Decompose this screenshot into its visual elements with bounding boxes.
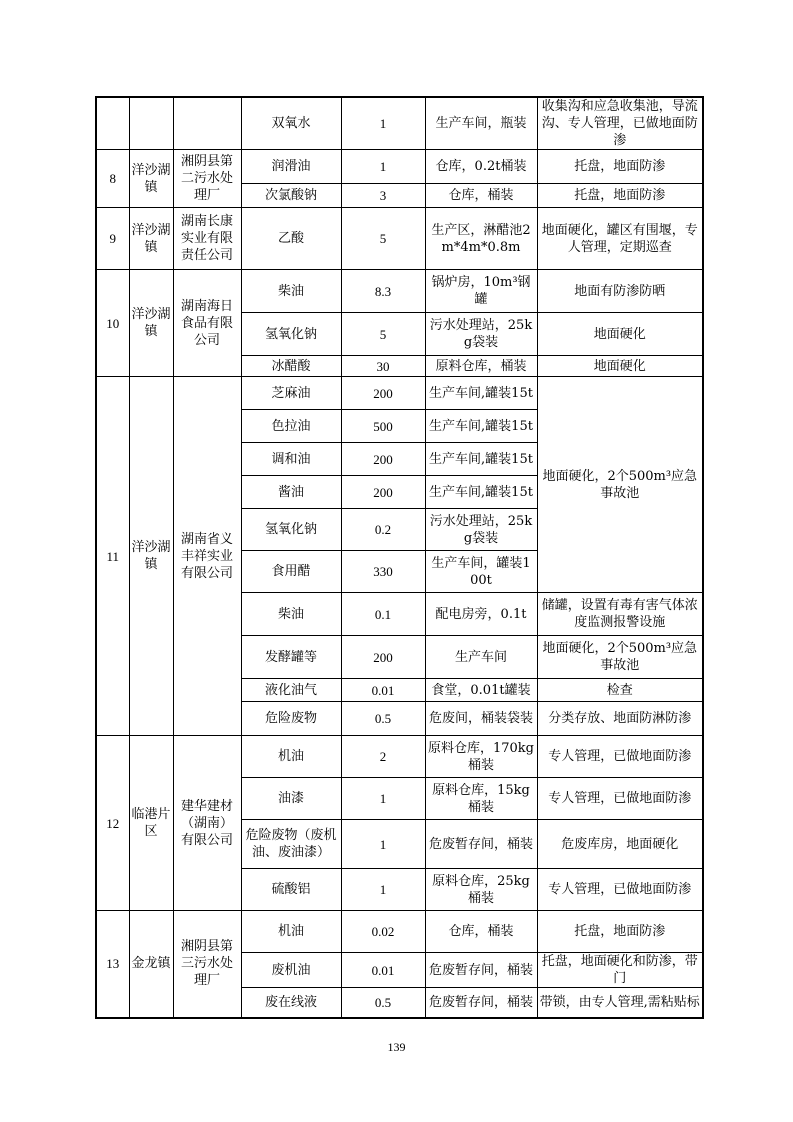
cell-town: 洋沙湖镇	[129, 150, 173, 208]
cell-location: 锅炉房，10m³钢罐	[425, 270, 537, 313]
cell-amount: 330	[341, 551, 425, 593]
table-row	[96, 736, 703, 778]
cell-measure: 专人管理，已做地面防渗	[537, 778, 703, 820]
cell-measure: 危废库房，地面硬化	[537, 820, 703, 869]
cell-location: 仓库，桶装	[425, 911, 537, 953]
cell-location: 生产车间,罐装15t	[425, 476, 537, 509]
cell-no: 9	[96, 208, 129, 270]
cell-location: 生产区，淋醋池2m*4m*0.8m	[425, 208, 537, 270]
cell-measure: 托盘，地面防渗	[537, 911, 703, 953]
cell-location: 仓库，桶装	[425, 184, 537, 208]
cell-measure: 地面硬化	[537, 313, 703, 356]
cell-company: 湖南长康实业有限责任公司	[173, 208, 241, 270]
cell-substance: 硫酸铝	[241, 869, 341, 911]
cell-company: 湖南海日食品有限公司	[173, 270, 241, 377]
cell-location: 生产车间,罐装15t	[425, 410, 537, 443]
cell-town	[129, 97, 173, 150]
cell-amount: 1	[341, 97, 425, 150]
cell-amount: 500	[341, 410, 425, 443]
cell-measure: 地面硬化，2个500m³应急事故池	[537, 636, 703, 679]
cell-no: 13	[96, 911, 129, 1018]
cell-no: 11	[96, 377, 129, 736]
cell-location: 原料仓库，桶装	[425, 356, 537, 377]
cell-substance: 冰醋酸	[241, 356, 341, 377]
table-row	[96, 97, 703, 150]
cell-amount: 0.01	[341, 953, 425, 988]
cell-measure: 专人管理，已做地面防渗	[537, 736, 703, 778]
cell-no	[96, 97, 129, 150]
page-number: 139	[387, 1040, 406, 1054]
cell-substance: 次氯酸钠	[241, 184, 341, 208]
cell-substance: 氢氧化钠	[241, 509, 341, 551]
cell-substance: 危险废物	[241, 702, 341, 736]
cell-amount: 2	[341, 736, 425, 778]
cell-company: 湘阴县第二污水处理厂	[173, 150, 241, 208]
cell-measure: 检查	[537, 679, 703, 702]
cell-measure: 托盘，地面硬化和防渗，带门	[537, 953, 703, 988]
cell-company: 湖南省义丰祥实业有限公司	[173, 377, 241, 736]
cell-substance: 油漆	[241, 778, 341, 820]
cell-company: 湘阴县第三污水处理厂	[173, 911, 241, 1018]
cell-location: 生产车间,罐装15t	[425, 443, 537, 476]
cell-location: 食堂，0.01t罐装	[425, 679, 537, 702]
cell-location: 危废暂存间，桶装	[425, 953, 537, 988]
cell-amount: 30	[341, 356, 425, 377]
cell-amount: 200	[341, 476, 425, 509]
cell-substance: 废机油	[241, 953, 341, 988]
cell-substance: 润滑油	[241, 150, 341, 184]
hazardous-substance-table	[95, 96, 704, 1019]
cell-location: 生产车间，瓶装	[425, 97, 537, 150]
cell-substance: 液化油气	[241, 679, 341, 702]
cell-amount: 0.2	[341, 509, 425, 551]
cell-location: 污水处理站，25kg袋装	[425, 509, 537, 551]
cell-location: 原料仓库，15kg桶装	[425, 778, 537, 820]
cell-amount: 0.5	[341, 702, 425, 736]
cell-amount: 0.02	[341, 911, 425, 953]
cell-substance: 机油	[241, 911, 341, 953]
cell-measure: 地面硬化，罐区有围堰，专人管理，定期巡查	[537, 208, 703, 270]
cell-measure: 分类存放、地面防淋防渗	[537, 702, 703, 736]
cell-substance: 芝麻油	[241, 377, 341, 410]
cell-no: 12	[96, 736, 129, 911]
cell-town: 洋沙湖镇	[129, 377, 173, 736]
cell-town: 洋沙湖镇	[129, 208, 173, 270]
cell-amount: 5	[341, 313, 425, 356]
cell-substance: 调和油	[241, 443, 341, 476]
cell-substance: 机油	[241, 736, 341, 778]
cell-town: 洋沙湖镇	[129, 270, 173, 377]
cell-amount: 0.1	[341, 593, 425, 636]
cell-amount: 0.5	[341, 988, 425, 1018]
cell-substance: 柴油	[241, 270, 341, 313]
table-row	[96, 150, 703, 184]
cell-amount: 3	[341, 184, 425, 208]
cell-location: 原料仓库，25kg桶装	[425, 869, 537, 911]
cell-location: 生产车间，罐装100t	[425, 551, 537, 593]
cell-location: 原料仓库，170kg桶装	[425, 736, 537, 778]
cell-company: 建华建材（湖南）有限公司	[173, 736, 241, 911]
cell-measure: 地面有防渗防晒	[537, 270, 703, 313]
cell-company	[173, 97, 241, 150]
table-row	[96, 911, 703, 953]
cell-town: 金龙镇	[129, 911, 173, 1018]
cell-amount: 1	[341, 778, 425, 820]
cell-substance: 酱油	[241, 476, 341, 509]
cell-location: 仓库，0.2t桶装	[425, 150, 537, 184]
cell-substance: 食用醋	[241, 551, 341, 593]
cell-amount: 1	[341, 820, 425, 869]
table-row	[96, 270, 703, 313]
cell-amount: 5	[341, 208, 425, 270]
cell-measure: 带锁，由专人管理,需粘贴标	[537, 988, 703, 1018]
cell-no: 8	[96, 150, 129, 208]
cell-measure: 托盘，地面防渗	[537, 184, 703, 208]
cell-substance: 氢氧化钠	[241, 313, 341, 356]
cell-amount: 0.01	[341, 679, 425, 702]
cell-measure: 地面硬化	[537, 356, 703, 377]
cell-substance: 发酵罐等	[241, 636, 341, 679]
cell-location: 危废间，桶装袋装	[425, 702, 537, 736]
cell-measure: 储罐，设置有毒有害气体浓度监测报警设施	[537, 593, 703, 636]
cell-no: 10	[96, 270, 129, 377]
cell-substance: 废在线液	[241, 988, 341, 1018]
cell-substance: 乙酸	[241, 208, 341, 270]
cell-location: 污水处理站，25kg袋装	[425, 313, 537, 356]
cell-substance: 双氧水	[241, 97, 341, 150]
cell-measure: 收集沟和应急收集池，导流沟、专人管理，已做地面防渗	[537, 97, 703, 150]
cell-location: 危废暂存间，桶装	[425, 988, 537, 1018]
cell-substance: 危险废物（废机油、废油漆）	[241, 820, 341, 869]
cell-location: 生产车间,罐装15t	[425, 377, 537, 410]
table-row	[96, 208, 703, 270]
cell-substance: 色拉油	[241, 410, 341, 443]
cell-location: 危废暂存间，桶装	[425, 820, 537, 869]
cell-substance: 柴油	[241, 593, 341, 636]
cell-amount: 1	[341, 150, 425, 184]
cell-measure: 地面硬化，2个500m³应急事故池	[537, 377, 703, 593]
cell-town: 临港片区	[129, 736, 173, 911]
table-row	[96, 377, 703, 410]
cell-measure: 托盘，地面防渗	[537, 150, 703, 184]
cell-location: 生产车间	[425, 636, 537, 679]
cell-amount: 200	[341, 636, 425, 679]
cell-amount: 200	[341, 377, 425, 410]
cell-measure: 专人管理，已做地面防渗	[537, 869, 703, 911]
cell-amount: 1	[341, 869, 425, 911]
cell-location: 配电房旁，0.1t	[425, 593, 537, 636]
cell-amount: 8.3	[341, 270, 425, 313]
cell-amount: 200	[341, 443, 425, 476]
